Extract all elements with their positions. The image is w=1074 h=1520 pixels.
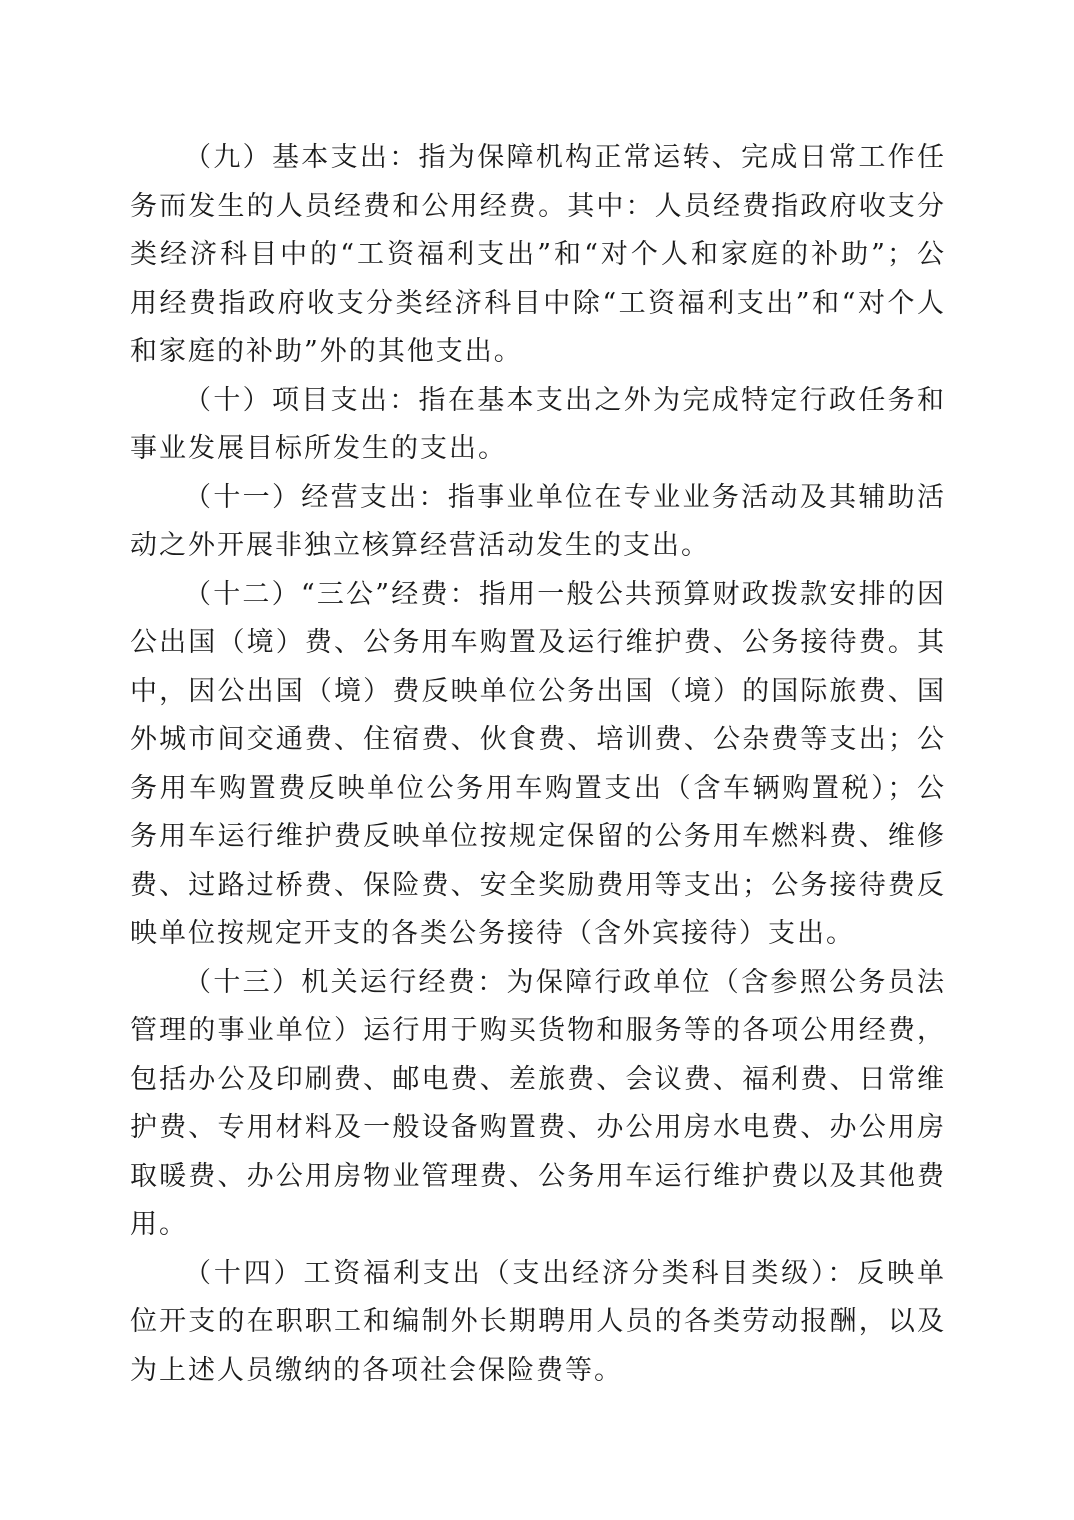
paragraph-operating-expenditure: （十一）经营支出：指事业单位在专业业务活动及其辅助活动之外开展非独立核算经营活动发生的支出。 bbox=[130, 481, 946, 561]
paragraph-wages-welfare-expenditure: （十四）工资福利支出（支出经济分类科目类级）：反映单位开支的在职职工和编制外长期聘用人员的各类劳动报酬，以及为上述人员缴纳的各项社会保险费等。 bbox=[130, 1257, 946, 1386]
paragraph-agency-operating-expenses: （十三）机关运行经费：为保障行政单位（含参照公务员法管理的事业单位）运行用于购买货物和服务等的各项公用经费，包括办公及印刷费、邮电费、差旅费、会议费、福利费、日常维护费、专用材料及一般设备购置费、办公用房水电费、办公用房取暖费、办公用房物业管理费、公务用车运行维护费以及其他费用。 bbox=[130, 966, 946, 1240]
document-body bbox=[130, 134, 946, 1395]
paragraph-project-expenditure: （十）项目支出：指在基本支出之外为完成特定行政任务和事业发展目标所发生的支出。 bbox=[130, 384, 946, 464]
paragraph-basic-expenditure: （九）基本支出：指为保障机构正常运转、完成日常工作任务而发生的人员经费和公用经费。其中：人员经费指政府收支分类经济科目中的“工资福利支出”和“对个人和家庭的补助”；公用经费指政府收支分类经济科目中除“工资福利支出”和“对个人和家庭的补助”外的其他支出。 bbox=[130, 142, 946, 367]
paragraph-three-public-expenses: （十二）“三公”经费：指用一般公共预算财政拨款安排的因公出国（境）费、公务用车购置及运行维护费、公务接待费。其中，因公出国（境）费反映单位公务出国（境）的国际旅费、国外城市间交通费、住宿费、伙食费、培训费、公杂费等支出；公务用车购置费反映单位公务用车购置支出（含车辆购置税）；公务用车运行维护费反映单位按规定保留的公务用车燃料费、维修费、过路过桥费、保险费、安全奖励费用等支出；公务接待费反映单位按规定开支的各类公务接待（含外宾接待）支出。 bbox=[130, 578, 946, 949]
